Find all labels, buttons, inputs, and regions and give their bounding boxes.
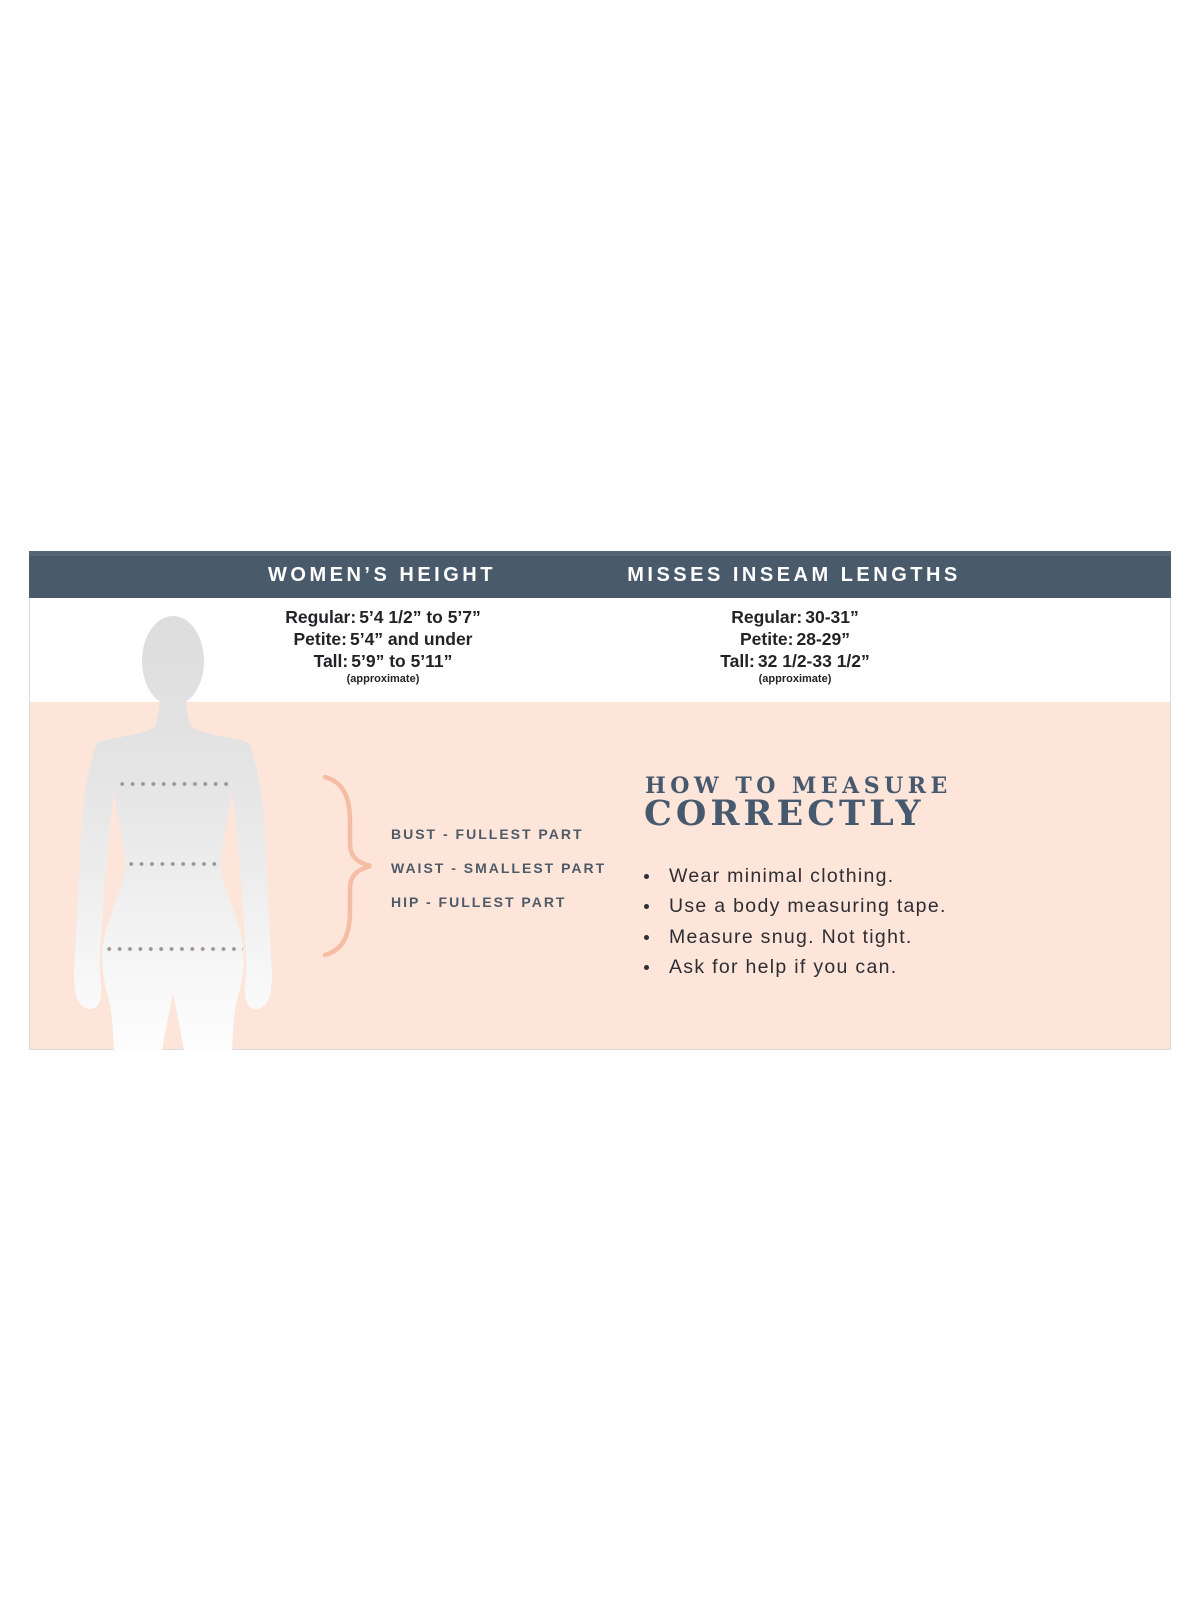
- tip-item: [644, 953, 947, 984]
- column-header-misses-inseam: MISSES INSEAM LENGTHS: [627, 564, 961, 586]
- table-header-bar: [29, 551, 1171, 598]
- row-label: Petite:: [740, 629, 794, 649]
- row-label: Regular:: [285, 607, 357, 627]
- tip-text: Use a body measuring tape.: [669, 895, 947, 918]
- tip-text: Wear minimal clothing.: [669, 864, 895, 887]
- row-value: 28-29”: [796, 629, 850, 649]
- hip-dotted-line: [104, 946, 243, 952]
- tip-text: Ask for help if you can.: [669, 956, 898, 979]
- row-label: Tall:: [720, 651, 755, 671]
- measuring-tips-list: [644, 861, 947, 983]
- waist-label: WAIST - SMALLEST PART: [391, 860, 607, 876]
- tip-item: [644, 892, 947, 923]
- row-value: 5’4 1/2” to 5’7”: [359, 607, 481, 627]
- approximate-note: (approximate): [758, 673, 832, 685]
- bullet-dot-icon: [644, 965, 649, 970]
- silhouette-torso: [97, 693, 249, 1051]
- tip-text: Measure snug. Not tight.: [669, 925, 913, 948]
- bullet-dot-icon: [644, 904, 649, 909]
- row-value: 30-31”: [805, 607, 859, 627]
- row-label: Tall:: [313, 651, 349, 671]
- tip-item: [644, 922, 947, 953]
- silhouette-head: [142, 616, 204, 706]
- row-label: Petite:: [293, 629, 347, 649]
- inseam-row-regular: [592, 606, 998, 628]
- bust-label: BUST - FULLEST PART: [391, 826, 584, 842]
- female-body-silhouette-icon: [58, 615, 288, 1051]
- curly-brace-icon: [317, 773, 381, 959]
- row-value: 32 1/2-33 1/2”: [757, 651, 870, 671]
- column-header-womens-height: WOMEN’S HEIGHT: [268, 564, 496, 586]
- bullet-dot-icon: [644, 874, 649, 879]
- row-label: Regular:: [731, 607, 803, 627]
- waist-dotted-line: [126, 861, 222, 867]
- how-to-measure-heading: HOW TO MEASURE: [645, 773, 952, 799]
- tip-item: [644, 861, 947, 892]
- correctly-heading: CORRECTLY: [644, 793, 925, 834]
- bust-dotted-line: [117, 781, 230, 787]
- inseam-row-tall: [592, 650, 998, 672]
- row-value: 5’4” and under: [349, 629, 473, 649]
- hip-label: HIP - FULLEST PART: [391, 894, 567, 910]
- row-value: 5’9” to 5’11”: [351, 651, 453, 671]
- bullet-dot-icon: [644, 935, 649, 940]
- approximate-note: (approximate): [346, 673, 420, 685]
- inseam-row-petite: [592, 628, 998, 650]
- size-guide-panel: [29, 551, 1171, 1050]
- misses-inseam-column: [592, 606, 998, 686]
